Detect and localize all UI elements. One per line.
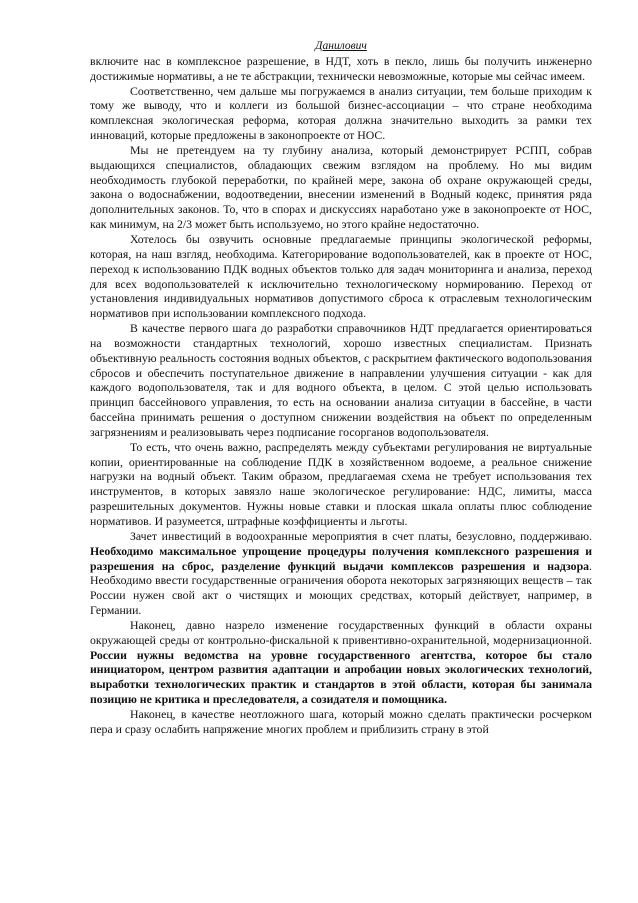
paragraph xyxy=(90,529,592,618)
paragraph xyxy=(90,321,592,440)
paragraph-text: . Необходимо ввести государственные ограничения оборота некоторых загрязняющих веществ – так России нужен свой акт о чистящих и моющих средствах, который действует, например, в Германии. xyxy=(90,558,592,618)
paragraph xyxy=(90,54,592,84)
paragraph-text: Наконец, в качестве неотложного шага, который можно сделать практически росчерком пера и сразу ослабить напряжение многих проблем и приблизить страну в этой xyxy=(90,706,592,736)
paragraph-text: В качестве первого шага до разработки справочников НДТ предлагается ориентироваться на возможности стандартных технологий, хорошо известных специалистам. Признать объективную реальность состояния водных объектов, с раскрытием фактического водопользования сбросов и обеспечить поступательное движение в направлении улучшения ситуации - как для каждого водопользователя, так и для водного объекта, в целом. С этой целью использовать принцип бассейнового управления, то есть на основании анализа ситуации в бассейне, в части бассейна принимать решения о доступном снижении воздействия на объект по определенным загрязнениям и реализовывать через подписание госорганов водопользователя. xyxy=(90,321,592,439)
paragraph-text: Наконец, давно назрело изменение государственных функций в области охраны окружающей среды от контрольно-фискальной к привентивно-охранительной, модернизационной. xyxy=(90,617,592,647)
page-header xyxy=(90,38,592,54)
paragraph-text: Хотелось бы озвучить основные предлагаемые принципы экологической реформы, которая, на наш взгляд, необходима. Категорирование водопользователей, как в проекте от НОС, переход к использованию ПДК водных объектов только для задач мониторинга и анализа, переход для всех водопользователей к исключительно технологическому нормированию. Переход от установления индивидуальных нормативов допустимого сброса к отраслевым технологическим нормативов при использовании комплексного подхода. xyxy=(90,231,592,321)
paragraph-text: Мы не претендуем на ту глубину анализа, который демонстрирует РСПП, собрав выдающихся специалистов, обладающих свежим взглядом на проблему. Но мы видим необходимость глубокой переработки, по крайней мере, закона об охране окружающей среды, закона о водоснабжении, водоотведении, внесении изменений в Водный кодекс, принятия ряда дополнительных законов. То, что в спорах и дискуссиях наработано уже в законопроекте от НОС, как минимум, на 2/3 может быть используемо, но этого крайне недостаточно. xyxy=(90,142,592,232)
paragraph xyxy=(90,143,592,232)
bold-text: Необходимо максимальное упрощение процедуры получения комплексного разрешения и разрешения на сброс, разделение функций выдачи комплексов разрешения и надзора xyxy=(90,543,592,573)
paragraph xyxy=(90,707,592,737)
paragraph xyxy=(90,232,592,321)
paragraph xyxy=(90,84,592,143)
paragraph xyxy=(90,618,592,707)
bold-text: России нужны ведомства на уровне государственного агентства, которое бы стало инициатором, центром развития адаптации и апробации новых экологических технологий, выработки технологических практик и стандартов в этой области, которая бы занимала позицию не критика и преследователя, а созидателя и помощника. xyxy=(90,647,592,707)
paragraph-text: включите нас в комплексное разрешение, в НДТ, хоть в пекло, лишь бы получить инженерно достижимые нормативы, а не те абстракции, технически невозможные, которые мы сейчас имеем. xyxy=(90,53,592,83)
paragraph-text: То есть, что очень важно, распределять между субъектами регулирования не виртуальные копии, ориентированные на соблюдение ПДК в хозяйственном водоеме, а реальное снижение нагрузки на водный объект. Таким образом, предлагаемая схема не требует использования тех инструментов, в которых завязло наше экологическое регулирование: НДС, лимиты, масса разрешительных документов. Нужны новые ставки и плоская шкала оплаты плюс соблюдение нормативов. И разумеется, штрафные коэффициенты и льготы. xyxy=(90,439,592,528)
document-body xyxy=(90,54,592,737)
author-name: Данилович xyxy=(315,40,367,52)
paragraph-text: Зачет инвестиций в водоохранные мероприятия в счет платы, безусловно, поддерживаю. xyxy=(130,528,592,543)
paragraph xyxy=(90,440,592,529)
paragraph-text: Соответственно, чем дальше мы погружаемся в анализ ситуации, тем больше приходим к тому же выводу, что и коллеги из большой бизнес-ассоциации – что стране необходима комплексная экологическая реформа, которая должна значительно выходить за рамки тех инноваций, которые предложены в законопроекте от НОС. xyxy=(90,83,592,143)
